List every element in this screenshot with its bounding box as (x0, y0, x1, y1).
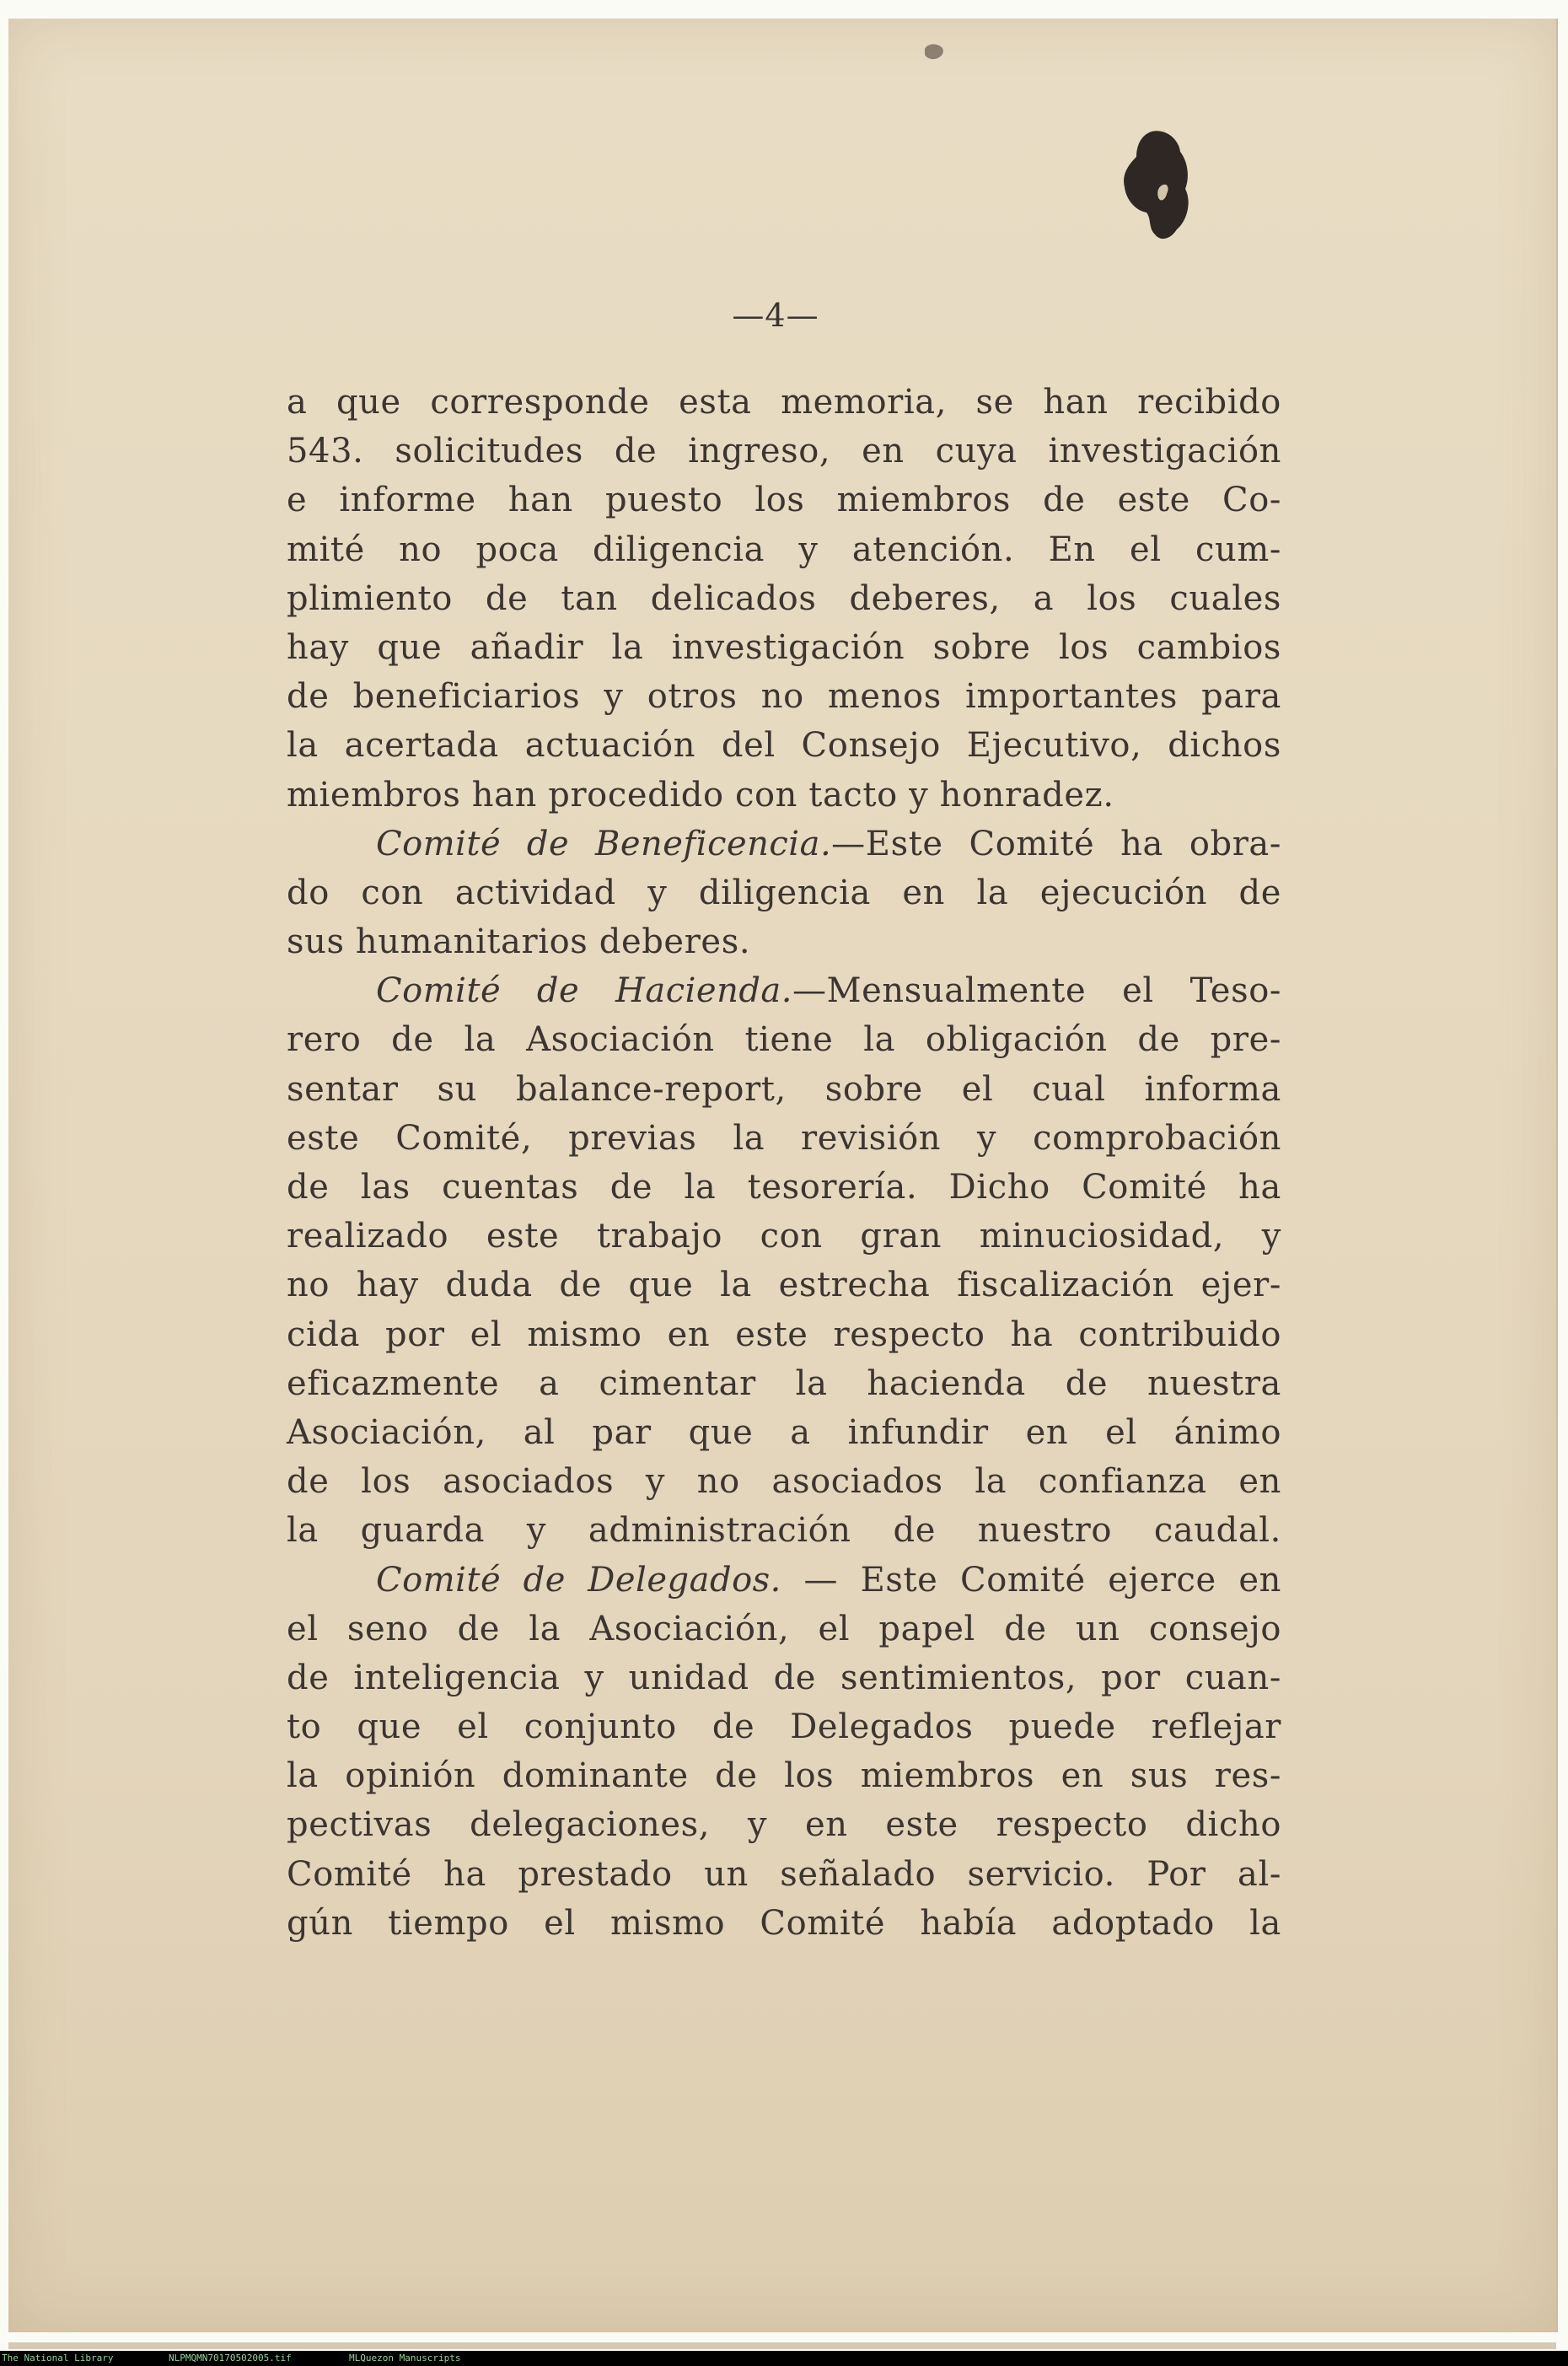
text-line: el seno de la Asociación, el papel de un consejo (287, 1609, 1281, 1648)
text-line: no hay duda de que la estrecha fiscalización ejer- (287, 1266, 1281, 1305)
page-number: —4— (732, 297, 819, 334)
text-line: to que el conjunto de Delegados puede reflejar (287, 1707, 1281, 1747)
text-line: la guarda y administración de nuestro caudal. (287, 1511, 1281, 1551)
text-line: hay que añadir la investigación sobre los cambios (287, 627, 1281, 667)
text-line: eficazmente a cimentar la hacienda de nuestra (287, 1363, 1281, 1403)
ink-blot-icon (1118, 126, 1194, 245)
text-line: sus humanitarios deberes. (287, 922, 751, 962)
section-heading-line: Comité de Hacienda.—Mensualmente el Teso- (376, 971, 1281, 1011)
text-line: e informe han puesto los miembros de este Co- (287, 481, 1281, 520)
footer-library: The National Library (2, 2353, 114, 2363)
text-line: do con actividad y diligencia en la ejecución de (287, 873, 1281, 912)
section-heading-hacienda: Comité de Hacienda. (376, 971, 792, 1011)
scan-info-bar (0, 2351, 1568, 2366)
text-line: la acertada actuación del Consejo Ejecutivo, dichos (287, 726, 1281, 766)
text-line: a que corresponde esta memoria, se han recibido (287, 383, 1281, 422)
page-bottom-edge (8, 2342, 1556, 2349)
text-line: de beneficiarios y otros no menos importantes para (287, 677, 1281, 717)
text-line: plimiento de tan delicados deberes, a los cuales (287, 578, 1281, 618)
section-heading-delegados: Comité de Delegados. (376, 1560, 781, 1600)
text-line: mité no poca diligencia y atención. En el cum- (287, 530, 1281, 569)
body-text (287, 378, 1281, 1948)
section-heading-line: Comité de Beneficencia.—Este Comité ha obra- (376, 824, 1281, 863)
text-line: pectivas delegaciones, y en este respecto dicho (287, 1805, 1281, 1845)
text-line: cida por el mismo en este respecto ha contribuido (287, 1315, 1281, 1354)
text-line: 543. solicitudes de ingreso, en cuya investigación (287, 432, 1281, 471)
text-line: gún tiempo el mismo Comité había adoptado la (287, 1903, 1281, 1943)
text-line: realizado este trabajo con gran minuciosidad, y (287, 1217, 1281, 1256)
text-line: de las cuentas de la tesorería. Dicho Comité ha (287, 1168, 1281, 1207)
text-line: Comité ha prestado un señalado servicio. Por al- (287, 1854, 1281, 1894)
footer-collection: MLQuezon Manuscripts (349, 2353, 461, 2363)
text-line: sentar su balance-report, sobre el cual informa (287, 1069, 1281, 1109)
text-line: este Comité, previas la revisión y comprobación (287, 1118, 1281, 1158)
footer-filename: NLPMQMN70170502005.tif (169, 2353, 292, 2363)
text-line: rero de la Asociación tiene la obligación de pre- (287, 1020, 1281, 1060)
section-heading-beneficencia: Comité de Beneficencia. (376, 824, 832, 863)
text-line: de los asociados y no asociados la confianza en (287, 1462, 1281, 1502)
section-heading-line: Comité de Delegados. — Este Comité ejerce en (376, 1560, 1282, 1600)
text-line: Asociación, al par que a infundir en el ánimo (287, 1412, 1281, 1452)
ink-speck-icon (922, 42, 946, 62)
text-line: la opinión dominante de los miembros en sus res- (287, 1756, 1281, 1796)
text-line: miembros han procedido con tacto y honradez. (287, 775, 1114, 815)
text-line: de inteligencia y unidad de sentimientos, por cuan- (287, 1658, 1281, 1697)
